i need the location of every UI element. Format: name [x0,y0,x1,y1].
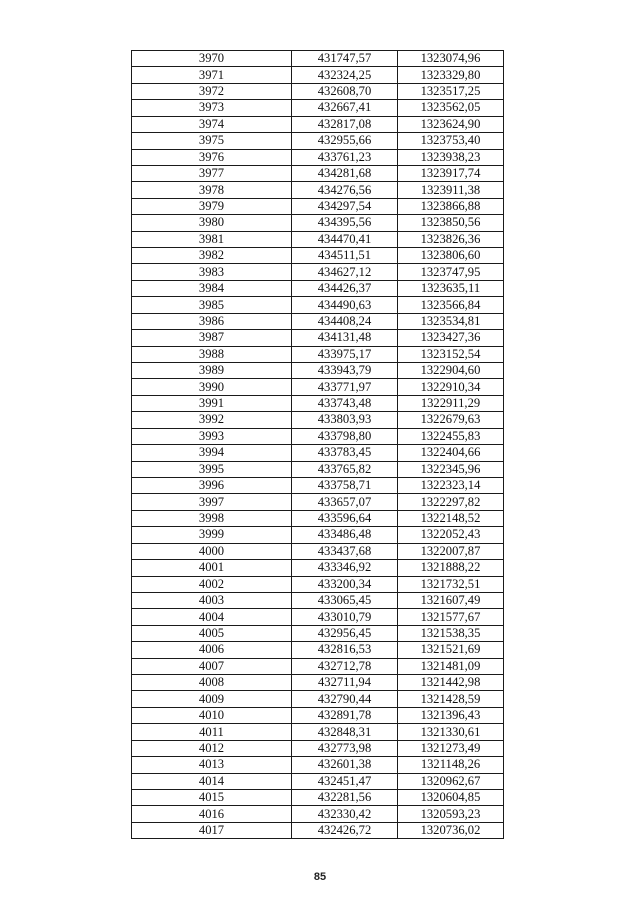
point-number-cell: 3983 [132,264,292,280]
y-coordinate-cell: 1322910,34 [398,379,504,395]
point-number-cell: 3992 [132,412,292,428]
y-coordinate-cell: 1320604,85 [398,789,504,805]
y-coordinate-cell: 1321428,59 [398,691,504,707]
y-coordinate-cell: 1321732,51 [398,576,504,592]
y-coordinate-cell: 1322148,52 [398,510,504,526]
point-number-cell: 4006 [132,642,292,658]
point-number-cell: 3980 [132,215,292,231]
table-row [132,625,504,641]
table-row [132,592,504,608]
x-coordinate-cell: 432956,45 [292,625,398,641]
table-row [132,215,504,231]
y-coordinate-cell: 1321396,43 [398,707,504,723]
page-number: 85 [313,871,327,883]
table-row [132,379,504,395]
y-coordinate-cell: 1323624,90 [398,116,504,132]
point-number-cell: 4014 [132,773,292,789]
y-coordinate-cell: 1321538,35 [398,625,504,641]
table-row [132,510,504,526]
table-row [132,198,504,214]
table-row [132,67,504,83]
x-coordinate-cell: 434276,56 [292,182,398,198]
table-row [132,264,504,280]
table-row [132,527,504,543]
y-coordinate-cell: 1323534,81 [398,313,504,329]
table-row [132,609,504,625]
table-row [132,231,504,247]
x-coordinate-cell: 434426,37 [292,280,398,296]
coordinate-table-body [132,51,504,839]
x-coordinate-cell: 433783,45 [292,445,398,461]
y-coordinate-cell: 1322911,29 [398,395,504,411]
x-coordinate-cell: 433943,79 [292,363,398,379]
table-row [132,789,504,805]
table-row [132,297,504,313]
table-row [132,280,504,296]
point-number-cell: 4003 [132,592,292,608]
x-coordinate-cell: 434131,48 [292,330,398,346]
x-coordinate-cell: 432324,25 [292,67,398,83]
point-number-cell: 3975 [132,133,292,149]
point-number-cell: 3987 [132,330,292,346]
x-coordinate-cell: 432601,38 [292,757,398,773]
y-coordinate-cell: 1323747,95 [398,264,504,280]
table-row [132,412,504,428]
y-coordinate-cell: 1322455,83 [398,428,504,444]
point-number-cell: 3996 [132,477,292,493]
table-row [132,363,504,379]
point-number-cell: 3979 [132,198,292,214]
point-number-cell: 4008 [132,675,292,691]
coordinate-table [131,50,504,839]
x-coordinate-cell: 433798,80 [292,428,398,444]
y-coordinate-cell: 1323329,80 [398,67,504,83]
table-row [132,248,504,264]
x-coordinate-cell: 432711,94 [292,675,398,691]
point-number-cell: 3985 [132,297,292,313]
point-number-cell: 4001 [132,560,292,576]
y-coordinate-cell: 1323917,74 [398,165,504,181]
x-coordinate-cell: 432773,98 [292,740,398,756]
x-coordinate-cell: 433346,92 [292,560,398,576]
table-row [132,494,504,510]
y-coordinate-cell: 1323635,11 [398,280,504,296]
point-number-cell: 3990 [132,379,292,395]
table-row [132,428,504,444]
table-row [132,740,504,756]
table-row [132,560,504,576]
point-number-cell: 3977 [132,165,292,181]
x-coordinate-cell: 432451,47 [292,773,398,789]
y-coordinate-cell: 1321148,26 [398,757,504,773]
x-coordinate-cell: 434408,24 [292,313,398,329]
y-coordinate-cell: 1323753,40 [398,133,504,149]
table-row [132,395,504,411]
point-number-cell: 3986 [132,313,292,329]
table-row [132,691,504,707]
x-coordinate-cell: 434470,41 [292,231,398,247]
point-number-cell: 3991 [132,395,292,411]
table-row [132,445,504,461]
point-number-cell: 4002 [132,576,292,592]
point-number-cell: 3993 [132,428,292,444]
x-coordinate-cell: 432891,78 [292,707,398,723]
table-row [132,658,504,674]
point-number-cell: 3976 [132,149,292,165]
y-coordinate-cell: 1322404,66 [398,445,504,461]
y-coordinate-cell: 1323866,88 [398,198,504,214]
point-number-cell: 3978 [132,182,292,198]
table-row [132,806,504,822]
point-number-cell: 4004 [132,609,292,625]
x-coordinate-cell: 433771,97 [292,379,398,395]
table-row [132,543,504,559]
y-coordinate-cell: 1323562,05 [398,100,504,116]
x-coordinate-cell: 434297,54 [292,198,398,214]
point-number-cell: 4013 [132,757,292,773]
x-coordinate-cell: 434395,56 [292,215,398,231]
table-row [132,576,504,592]
point-number-cell: 3988 [132,346,292,362]
point-number-cell: 3972 [132,83,292,99]
x-coordinate-cell: 432426,72 [292,822,398,838]
x-coordinate-cell: 432281,56 [292,789,398,805]
y-coordinate-cell: 1320593,23 [398,806,504,822]
x-coordinate-cell: 433975,17 [292,346,398,362]
point-number-cell: 3995 [132,461,292,477]
point-number-cell: 3970 [132,51,292,67]
y-coordinate-cell: 1321607,49 [398,592,504,608]
table-row [132,724,504,740]
x-coordinate-cell: 433010,79 [292,609,398,625]
y-coordinate-cell: 1322679,63 [398,412,504,428]
y-coordinate-cell: 1323850,56 [398,215,504,231]
x-coordinate-cell: 431747,57 [292,51,398,67]
y-coordinate-cell: 1323517,25 [398,83,504,99]
point-number-cell: 4005 [132,625,292,641]
y-coordinate-cell: 1323826,36 [398,231,504,247]
x-coordinate-cell: 433200,34 [292,576,398,592]
table-row [132,149,504,165]
point-number-cell: 4011 [132,724,292,740]
y-coordinate-cell: 1321481,09 [398,658,504,674]
point-number-cell: 3997 [132,494,292,510]
y-coordinate-cell: 1321330,61 [398,724,504,740]
x-coordinate-cell: 432817,08 [292,116,398,132]
table-row [132,165,504,181]
y-coordinate-cell: 1323074,96 [398,51,504,67]
y-coordinate-cell: 1322323,14 [398,477,504,493]
y-coordinate-cell: 1321442,98 [398,675,504,691]
y-coordinate-cell: 1320962,67 [398,773,504,789]
y-coordinate-cell: 1323911,38 [398,182,504,198]
x-coordinate-cell: 433765,82 [292,461,398,477]
point-number-cell: 3994 [132,445,292,461]
x-coordinate-cell: 433758,71 [292,477,398,493]
table-row [132,100,504,116]
table-row [132,330,504,346]
point-number-cell: 4010 [132,707,292,723]
x-coordinate-cell: 432712,78 [292,658,398,674]
y-coordinate-cell: 1322297,82 [398,494,504,510]
table-row [132,675,504,691]
y-coordinate-cell: 1320736,02 [398,822,504,838]
point-number-cell: 4012 [132,740,292,756]
table-row [132,707,504,723]
x-coordinate-cell: 432955,66 [292,133,398,149]
x-coordinate-cell: 432667,41 [292,100,398,116]
point-number-cell: 3989 [132,363,292,379]
x-coordinate-cell: 434627,12 [292,264,398,280]
point-number-cell: 3974 [132,116,292,132]
table-row [132,461,504,477]
table-row [132,346,504,362]
x-coordinate-cell: 434511,51 [292,248,398,264]
table-row [132,477,504,493]
point-number-cell: 4016 [132,806,292,822]
x-coordinate-cell: 432608,70 [292,83,398,99]
y-coordinate-cell: 1321273,49 [398,740,504,756]
y-coordinate-cell: 1322345,96 [398,461,504,477]
point-number-cell: 4000 [132,543,292,559]
table-row [132,116,504,132]
x-coordinate-cell: 434281,68 [292,165,398,181]
y-coordinate-cell: 1323152,54 [398,346,504,362]
y-coordinate-cell: 1321888,22 [398,560,504,576]
table-row [132,182,504,198]
y-coordinate-cell: 1322007,87 [398,543,504,559]
table-row [132,313,504,329]
y-coordinate-cell: 1321577,67 [398,609,504,625]
point-number-cell: 3998 [132,510,292,526]
point-number-cell: 3982 [132,248,292,264]
x-coordinate-cell: 433761,23 [292,149,398,165]
y-coordinate-cell: 1323566,84 [398,297,504,313]
x-coordinate-cell: 432790,44 [292,691,398,707]
table-row [132,642,504,658]
point-number-cell: 4009 [132,691,292,707]
point-number-cell: 3973 [132,100,292,116]
y-coordinate-cell: 1322904,60 [398,363,504,379]
x-coordinate-cell: 432330,42 [292,806,398,822]
y-coordinate-cell: 1323806,60 [398,248,504,264]
x-coordinate-cell: 433596,64 [292,510,398,526]
point-number-cell: 3984 [132,280,292,296]
x-coordinate-cell: 432848,31 [292,724,398,740]
x-coordinate-cell: 434490,63 [292,297,398,313]
x-coordinate-cell: 433437,68 [292,543,398,559]
table-row [132,51,504,67]
x-coordinate-cell: 433743,48 [292,395,398,411]
point-number-cell: 4017 [132,822,292,838]
y-coordinate-cell: 1321521,69 [398,642,504,658]
point-number-cell: 3971 [132,67,292,83]
point-number-cell: 3981 [132,231,292,247]
x-coordinate-cell: 433803,93 [292,412,398,428]
x-coordinate-cell: 433065,45 [292,592,398,608]
x-coordinate-cell: 433486,48 [292,527,398,543]
table-row [132,757,504,773]
x-coordinate-cell: 433657,07 [292,494,398,510]
table-row [132,83,504,99]
y-coordinate-cell: 1323938,23 [398,149,504,165]
point-number-cell: 3999 [132,527,292,543]
table-row [132,822,504,838]
y-coordinate-cell: 1322052,43 [398,527,504,543]
point-number-cell: 4007 [132,658,292,674]
x-coordinate-cell: 432816,53 [292,642,398,658]
point-number-cell: 4015 [132,789,292,805]
table-row [132,133,504,149]
y-coordinate-cell: 1323427,36 [398,330,504,346]
table-row [132,773,504,789]
